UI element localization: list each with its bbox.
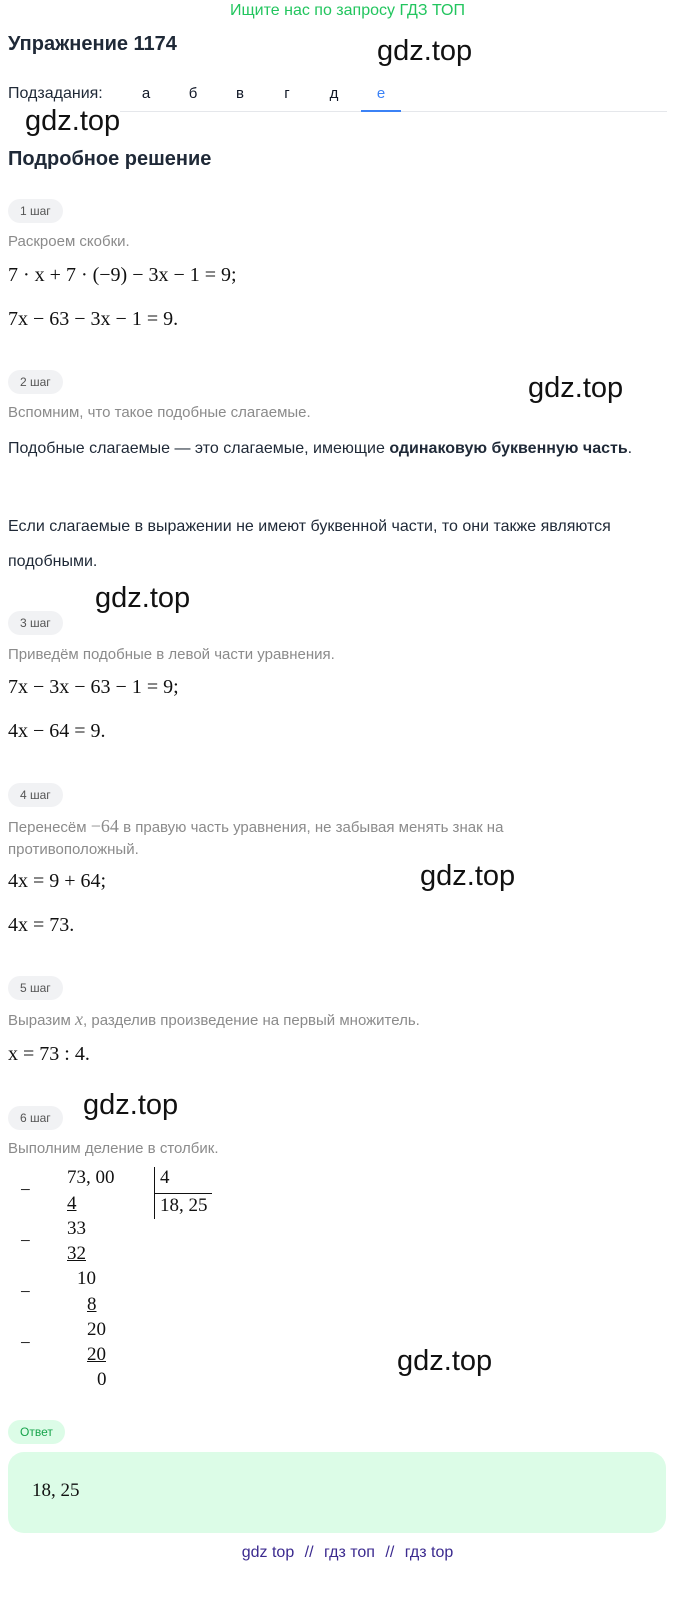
exercise-title: Упражнение 1174	[8, 33, 177, 55]
tab-b[interactable]: б	[188, 85, 198, 102]
step-note: Приведём подобные в левой части уравнения.	[8, 646, 335, 663]
step-note-text: Перенесём	[8, 819, 91, 836]
division-subtrahend: 32	[67, 1243, 86, 1264]
watermark: gdz.top	[528, 372, 624, 404]
minus-sign: −	[20, 1282, 31, 1303]
footer-separator: //	[304, 1544, 314, 1561]
answer-value: 18, 25	[32, 1480, 80, 1501]
step-note: Раскроем скобки.	[8, 233, 130, 250]
definition-paragraph	[8, 431, 658, 466]
math-line: 7x − 3x − 63 − 1 = 9;	[8, 676, 179, 698]
tab-g[interactable]: г	[284, 85, 290, 102]
tab-v[interactable]: в	[236, 85, 244, 102]
tab-e[interactable]: е	[376, 85, 386, 102]
watermark: gdz.top	[397, 1345, 493, 1377]
math-line: 4x = 73.	[8, 914, 75, 936]
division-subtrahend: 4	[67, 1193, 77, 1214]
step-badge: 2 шаг	[8, 370, 63, 394]
division-bracket-horizontal	[154, 1193, 212, 1194]
minus-sign: −	[20, 1231, 31, 1252]
subtasks-label: Подзадания:	[8, 85, 103, 102]
step-note: Вспомним, что такое подобные слагаемые.	[8, 404, 311, 421]
step-note-math: −64	[90, 816, 119, 836]
search-hint: Ищите нас по запросу ГДЗ ТОП	[230, 2, 465, 19]
footer-links	[0, 1544, 695, 1562]
step-badge: 3 шаг	[8, 611, 63, 635]
division-remainder: 20	[87, 1319, 106, 1340]
active-tab-indicator	[361, 110, 401, 112]
division-subtrahend: 20	[87, 1344, 106, 1365]
watermark: gdz.top	[83, 1089, 179, 1121]
footer-separator: //	[385, 1544, 395, 1561]
step-note-text: , разделив произведение на первый множитель.	[83, 1012, 420, 1029]
footer-link[interactable]: gdz top	[241, 1544, 295, 1561]
tab-a[interactable]: а	[141, 85, 151, 102]
math-line: x = 73 : 4.	[8, 1043, 90, 1065]
dividend: 73, 00	[67, 1167, 115, 1188]
step-note-math: x	[75, 1009, 84, 1029]
step-note	[8, 1008, 420, 1032]
watermark: gdz.top	[95, 582, 191, 614]
extra-paragraph: Если слагаемые в выражении не имеют буквенной части, то они также являются подобными.	[8, 518, 611, 570]
footer-link[interactable]: гдз топ	[324, 1544, 375, 1561]
math-line: 4x = 9 + 64;	[8, 870, 107, 892]
footer-link[interactable]: гдз top	[404, 1544, 454, 1561]
step-note	[8, 815, 568, 861]
step-badge: 5 шаг	[8, 976, 63, 1000]
minus-sign: −	[20, 1333, 31, 1354]
answer-box	[8, 1452, 666, 1533]
step-note-text: в правую часть уравнения, не забывая менять знак на противоположный.	[8, 819, 504, 858]
math-line: 7x − 63 − 3x − 1 = 9.	[8, 308, 179, 330]
answer-badge: Ответ	[8, 1420, 65, 1444]
solution-title: Подробное решение	[8, 148, 212, 170]
step-badge: 1 шаг	[8, 199, 63, 223]
divisor: 4	[160, 1167, 170, 1188]
math-line: 7 · x + 7 · (−9) − 3x − 1 = 9;	[8, 264, 237, 286]
minus-sign: −	[20, 1180, 31, 1201]
definition-text: Подобные слагаемые — это слагаемые, имеющие	[8, 440, 390, 457]
definition-bold: одинаковую буквенную часть	[389, 440, 628, 457]
tab-d[interactable]: д	[329, 85, 339, 102]
step-badge: 6 шаг	[8, 1106, 63, 1130]
division-remainder: 0	[97, 1369, 107, 1390]
quotient: 18, 25	[160, 1195, 208, 1216]
definition-end: .	[627, 440, 633, 457]
division-subtrahend: 8	[87, 1294, 97, 1315]
division-remainder: 10	[77, 1268, 96, 1289]
step-note: Выполним деление в столбик.	[8, 1140, 219, 1157]
watermark: gdz.top	[25, 105, 121, 137]
step-note-text: Выразим	[8, 1012, 76, 1029]
watermark: gdz.top	[377, 35, 473, 67]
watermark: gdz.top	[420, 860, 516, 892]
math-line: 4x − 64 = 9.	[8, 720, 106, 742]
step-badge: 4 шаг	[8, 783, 63, 807]
division-remainder: 33	[67, 1218, 86, 1239]
